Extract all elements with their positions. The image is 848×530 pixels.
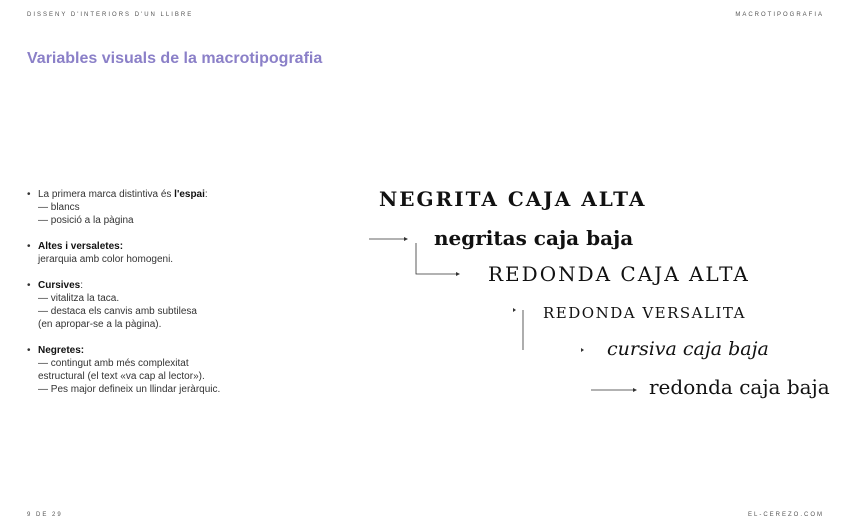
item-line: jerarquia amb color homogeni.: [38, 254, 174, 265]
item-line: estructural (el text «va cap al lector»).: [38, 371, 205, 382]
item-suffix: :: [204, 189, 208, 200]
sample-redonda-caja-alta: REDONDA CAJA ALTA: [488, 262, 750, 286]
arrowhead-icon: [456, 272, 460, 276]
sample-negritas-caja-baja: negritas caja baja: [434, 226, 634, 250]
bullet-icon: •: [27, 189, 31, 200]
item-line: — blancs: [38, 202, 80, 213]
arrowhead-icon: [581, 348, 584, 352]
sample-redonda-versalita: REDONDA VERSALITA: [543, 304, 746, 322]
header-right: MACROTIPOGRAFIA: [735, 12, 824, 18]
item-line: — Pes major defineix un llindar jeràrquic.: [38, 384, 221, 395]
page-title: Variables visuals de la macrotipografia: [27, 50, 323, 67]
item-line: — vitalitza la taca.: [38, 293, 120, 304]
sample-cursiva-caja-baja: cursiva caja baja: [607, 338, 769, 360]
sample-redonda-caja-baja: redonda caja baja: [649, 375, 830, 399]
item-text: La primera marca distintiva és: [38, 189, 175, 200]
sample-negrita-caja-alta: NEGRITA CAJA ALTA: [379, 187, 647, 211]
arrowhead-icon: [513, 308, 516, 312]
bullet-icon: •: [27, 241, 31, 252]
header-left: DISSENY D'INTERIORS D'UN LLIBRE: [27, 12, 194, 18]
page-number: 9 DE 29: [27, 512, 63, 518]
bullet-icon: •: [27, 280, 31, 291]
item-bold: Negretes:: [38, 345, 85, 356]
arrowhead-icon: [633, 388, 637, 392]
item-bold: l'espai: [174, 189, 205, 200]
item-bold: Altes i versaletes:: [38, 241, 124, 252]
bullet-icon: •: [27, 345, 31, 356]
item-line: (en apropar-se a la pàgina).: [38, 319, 162, 330]
arrowhead-icon: [404, 237, 408, 241]
item-suffix: :: [80, 280, 84, 291]
footer-site: EL-CEREZO.COM: [747, 512, 824, 518]
item-bold: Cursives: [38, 280, 81, 291]
item-line: — posició a la pàgina: [38, 215, 134, 226]
item-line: — destaca els canvis amb subtilesa: [38, 306, 197, 317]
item-line: — contingut amb més complexitat: [38, 358, 189, 369]
